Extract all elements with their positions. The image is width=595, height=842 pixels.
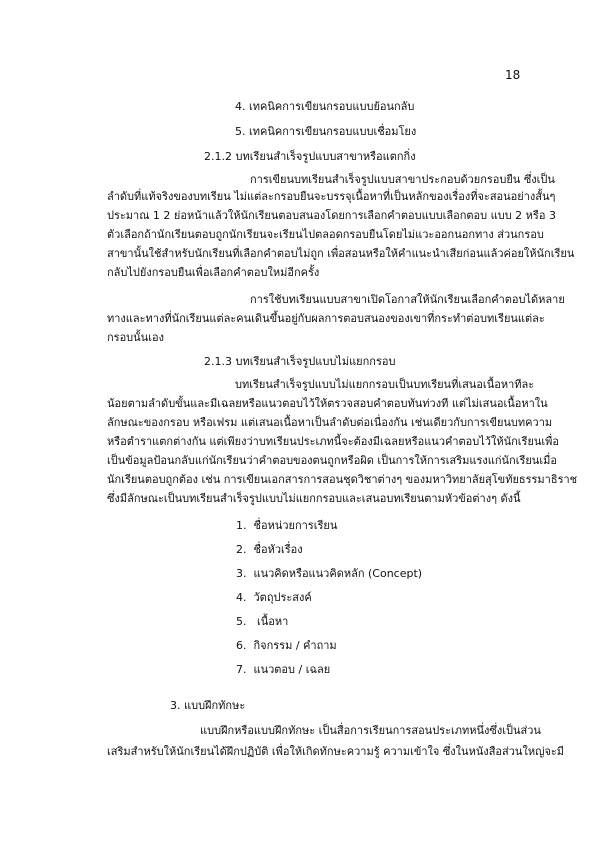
paragraph-line: นักเรียนตอบถูกต้อง เช่น การเขียนเอกสารการสอนชุดวิชาต่างๆ ของมหาวิทยาลัยสุโขทัยธรรมาธิราช: [107, 473, 578, 486]
list-number: 2.: [236, 543, 247, 556]
subitem-5: 5. เทคนิคการเขียนกรอบแบบเชื่อมโยง: [235, 125, 417, 138]
paragraph-line: ลำดับที่แท้จริงของบทเรียน ไม่แต่ละกรอบยืนจะบรรจุเนื้อหาที่เป็นหลักของเรื่องที่จะสอนอย่างสั้นๆ: [107, 190, 556, 203]
paragraph-line: กรอบนั้นเอง: [107, 331, 164, 344]
list-text: ชื่อหัวเรื่อง: [253, 543, 303, 556]
page-number: 18: [505, 68, 521, 82]
subitem-4: 4. เทคนิคการเขียนกรอบแบบย้อนกลับ: [235, 100, 415, 113]
list-text: แนวตอบ / เฉลย: [253, 663, 331, 676]
paragraph-line: บทเรียนสำเร็จรูปแบบไม่แยกกรอบเป็นบทเรียนที่เสนอเนื้อหาทีละ: [235, 378, 535, 391]
paragraph-line: กลับไปยังกรอบยืนเพื่อเลือกคำตอบใหม่อีกครั้ง: [107, 266, 320, 279]
list-text: แนวคิดหรือแนวคิดหลัก (Concept): [253, 567, 423, 580]
paragraph-line: เป็นข้อมูลป้อนกลับแก่นักเรียนว่าคำตอบของตนถูกหรือผิด เป็นการให้การเสริมแรงแก่นักเรียนเมื่อ: [107, 454, 557, 467]
list-item: [236, 543, 303, 557]
heading-2-1-3: 2.1.3 บทเรียนสำเร็จรูปแบบไม่แยกกรอบ: [204, 355, 396, 368]
list-number: 1.: [236, 519, 247, 532]
paragraph-line: สาขานั้นใช้สำหรับนักเรียนที่เลือกคำตอบไม่ถูก เพื่อสอนหรือให้คำแนะนำเสียก่อนแล้วค่อยให้นักเรียน: [107, 247, 575, 260]
list-number: 7.: [236, 663, 247, 676]
paragraph-line: ประมาณ 1 2 ย่อหน้าแล้วให้นักเรียนตอบสนองโดยการเลือกคำตอบแบบเลือกตอบ แบบ 2 หรือ 3: [107, 209, 556, 222]
paragraph-line: การใช้บทเรียนแบบสาขาเปิดโอกาสให้นักเรียนเลือกคำตอบได้หลาย: [250, 293, 565, 306]
list-number: 3.: [236, 567, 247, 580]
list-item: [236, 639, 337, 653]
paragraph-line: แบบฝึกหรือแบบฝึกทักษะ เป็นสื่อการเรียนการสอนประเภทหนึ่งซึ่งเป็นส่วน: [200, 724, 541, 737]
paragraph-line: น้อยตามลำดับขั้นและมีเฉลยหรือแนวตอบไว้ให้ตรวจสอบคำตอบทันท่วงที แต่ไม่เสนอเนื้อหาใน: [107, 397, 548, 410]
list-text: เนื้อหา: [253, 615, 289, 628]
paragraph-line: ซึ่งมีลักษณะเป็นบทเรียนสำเร็จรูปแบบไม่แยกกรอบและเสนอบทเรียนตามหัวข้อต่างๆ ดังนี้: [107, 492, 521, 505]
list-item: [236, 519, 337, 533]
paragraph-line: เสริมสำหรับให้นักเรียนได้ฝึกปฏิบัติ เพื่อให้เกิดทักษะความรู้ ความเข้าใจ ซึ่งในหนังสือส่วนใหญ่จะมี: [107, 745, 565, 758]
list-number: 5.: [236, 615, 247, 628]
paragraph-line: การเขียนบทเรียนสำเร็จรูปแบบสาขาประกอบด้วยกรอบยืน ซึ่งเป็น: [250, 173, 555, 186]
paragraph-line: ตัวเลือกถ้านักเรียนตอบถูกนักเรียนจะเรียนไปตลอดกรอบยืนโดยไม่แวะออกนอกทาง ส่วนกรอบ: [107, 228, 544, 241]
list-text: กิจกรรม / คำถาม: [253, 639, 337, 652]
heading-2-1-2: 2.1.2 บทเรียนสำเร็จรูปแบบสาขาหรือแตกกิ่ง: [204, 150, 416, 163]
paragraph-line: ทางและทางที่นักเรียนแต่ละคนเดินขึ้นอยู่กับผลการตอบสนองของเขาที่กระทำต่อบทเรียนแต่ละ: [107, 312, 545, 325]
list-text: วัตถุประสงค์: [253, 591, 312, 604]
list-item: [236, 663, 330, 677]
list-text: ชื่อหน่วยการเรียน: [253, 519, 338, 532]
list-number: 4.: [236, 591, 247, 604]
paragraph-line: หรือตำราแตกต่างกัน แต่เพียงว่าบทเรียนประเภทนี้จะต้องมีเฉลยหรือแนวคำตอบไว้ให้นักเรียนเพื่อ: [107, 435, 560, 448]
list-item: [236, 591, 312, 605]
list-item: [236, 615, 288, 629]
list-item: [236, 567, 422, 581]
list-number: 6.: [236, 639, 247, 652]
paragraph-line: ลักษณะของกรอบ หรือเฟรม แต่เสนอเนื้อหาเป็นลำดับต่อเนื่องกัน เช่นเดียวกับการเขียนบทความ: [107, 416, 553, 429]
heading-3: 3. แบบฝึกทักษะ: [170, 699, 246, 712]
